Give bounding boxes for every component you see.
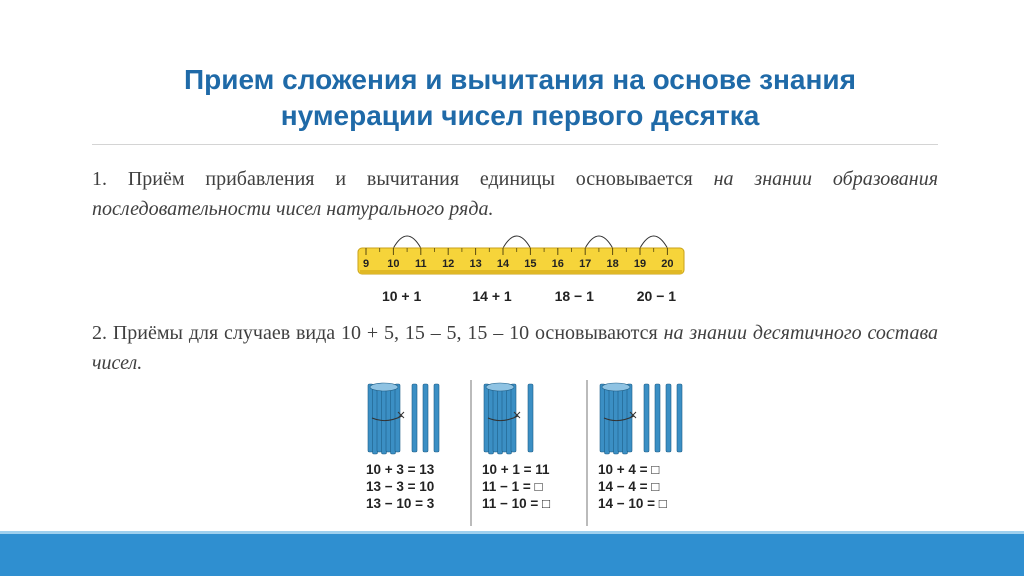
ruler-number: 12 <box>442 258 455 270</box>
single-stick <box>677 384 682 452</box>
stick-equation: 14 − 10 = □ <box>598 496 667 511</box>
stick-equation: 14 − 4 = □ <box>598 479 660 494</box>
ruler-shadow <box>360 270 682 274</box>
title-divider <box>92 144 938 145</box>
hop-arcs <box>393 236 667 248</box>
stick-group-3 <box>598 383 682 511</box>
stick-group-2 <box>482 383 550 511</box>
hop-arc <box>640 236 667 248</box>
paragraph-1 <box>92 164 938 224</box>
ruler-number: 16 <box>551 258 564 270</box>
ruler-number: 19 <box>633 258 647 270</box>
ruler-number: 20 <box>661 258 674 270</box>
single-stick <box>644 384 649 452</box>
ruler-number: 17 <box>579 258 592 270</box>
ruler-number: 13 <box>469 258 482 270</box>
single-stick <box>666 384 671 452</box>
stick-equation: 10 + 1 = 11 <box>482 462 550 477</box>
paragraph-2 <box>92 318 938 378</box>
number-line-figure <box>354 228 694 308</box>
paragraph-1-text: Приём прибавления и вычитания единицы основывается <box>127 168 693 190</box>
ruler-number: 9 <box>362 258 370 270</box>
bundle-top <box>486 383 514 391</box>
stick-group-1 <box>366 383 439 511</box>
number-line-expression: 10 + 1 <box>381 288 422 304</box>
footer-bar <box>0 534 1024 576</box>
single-stick <box>655 384 660 452</box>
ruler-number: 18 <box>606 258 619 270</box>
ruler-number: 14 <box>496 258 510 270</box>
bundle-top <box>602 383 630 391</box>
hop-arc <box>503 236 530 248</box>
paragraph-2-number: 2. <box>92 322 107 344</box>
single-stick <box>423 384 428 452</box>
hop-arc <box>585 236 612 248</box>
stick-equation: 10 + 4 = □ <box>598 462 660 477</box>
bundle-top <box>370 383 398 391</box>
stick-equation: 13 − 3 = 10 <box>366 479 435 494</box>
ruler-number: 10 <box>387 258 400 270</box>
slide-title <box>60 62 980 134</box>
paragraph-1-number: 1. <box>92 168 107 190</box>
sticks-figure <box>354 378 694 528</box>
single-stick <box>528 384 533 452</box>
paragraph-2-italic: на знании десятичного состава чисел. <box>92 322 939 374</box>
slide-title-line-2: нумерации чисел первого десятка <box>280 100 760 131</box>
slide-title-line-1: Прием сложения и вычитания на основе знания <box>184 64 856 95</box>
paragraph-1-italic: на знании образования последовательности чисел натурального ряда. <box>92 168 938 220</box>
stick-equation: 11 − 1 = □ <box>482 479 543 494</box>
stick-equation: 13 − 10 = 3 <box>366 496 435 511</box>
number-line-expression: 20 − 1 <box>636 288 677 304</box>
paragraph-2-text: Приёмы для случаев вида 10 + 5, 15 – 5, 15 – 10 основываются <box>112 322 658 344</box>
ruler-number: 11 <box>414 258 427 270</box>
single-stick <box>434 384 439 452</box>
number-line-expression: 18 − 1 <box>554 288 594 304</box>
ruler-number: 15 <box>524 258 537 270</box>
stick-equation: 11 − 10 = □ <box>482 496 551 511</box>
stick-equation: 10 + 3 = 13 <box>366 462 435 477</box>
single-stick <box>412 384 417 452</box>
number-line-expression: 14 + 1 <box>472 288 512 304</box>
number-line-expressions <box>382 288 676 304</box>
hop-arc <box>393 236 420 248</box>
